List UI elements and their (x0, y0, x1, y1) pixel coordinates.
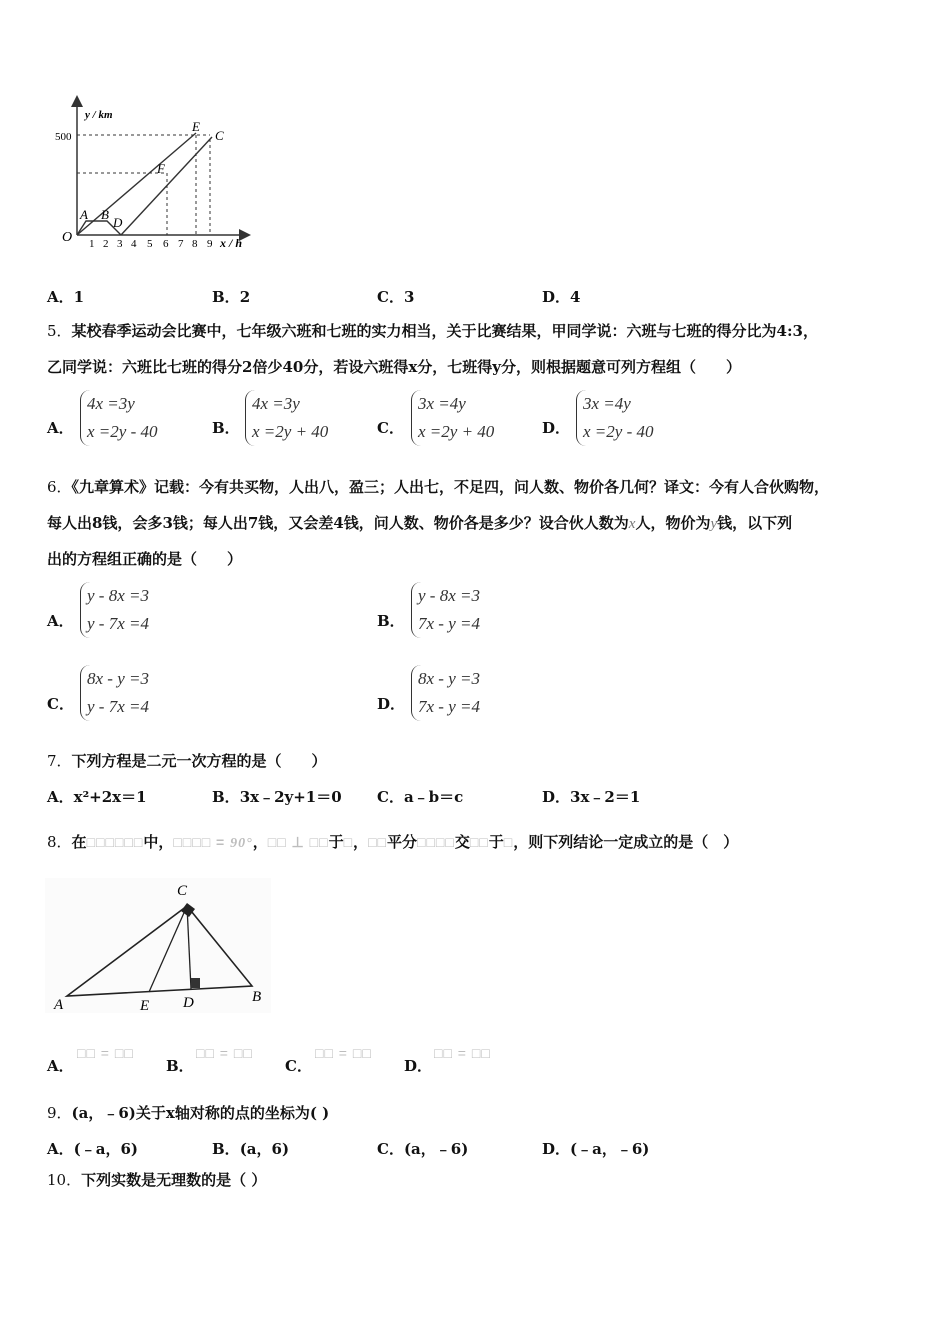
q9-stem (47, 1102, 329, 1124)
math-placeholder: □□ (267, 834, 292, 850)
q7-option-d[interactable] (542, 786, 640, 807)
equation: y - 7x =4 (87, 614, 149, 633)
question-number: 9． (47, 1104, 72, 1122)
q5-option-c-system[interactable] (411, 390, 494, 446)
equation: 4x =3y (87, 394, 135, 413)
x-tick: 5 (147, 238, 153, 250)
option-text: 3x﹣2＝1 (570, 788, 641, 806)
q5-option-c-letter[interactable]: C． (377, 419, 404, 437)
math-placeholder: □□ (469, 834, 489, 850)
equation: 3x =4y (583, 394, 631, 413)
q4-option-b[interactable] (212, 286, 250, 307)
question-text: 中， (143, 833, 174, 851)
point-label-c: C (215, 128, 224, 143)
q6-option-a-letter[interactable]: A． (47, 612, 74, 630)
q6-option-c-system[interactable] (80, 665, 149, 721)
equation: 4x =3y (252, 394, 300, 413)
question-text: 下列方程是二元一次方程的是（ ） (71, 752, 327, 770)
point-label-b: B (101, 207, 109, 222)
option-letter: A． (47, 788, 74, 806)
q8-option-d[interactable] (404, 1055, 432, 1076)
question-number: 6． (47, 478, 72, 496)
option-letter: A． (47, 1140, 74, 1158)
q5-option-a-letter[interactable]: A． (47, 419, 74, 437)
option-letter: C． (377, 1140, 404, 1158)
question-text: 每人出8钱，会多3钱；每人出7钱，又会差4钱，问人数、物价各是多少？设合伙人数为 (47, 514, 629, 532)
y-axis-label: y / km (85, 109, 113, 121)
q9-option-b[interactable] (212, 1138, 289, 1159)
q5-option-b-system[interactable] (245, 390, 328, 446)
x-tick: 2 (103, 238, 109, 250)
q7-stem (47, 750, 327, 772)
variable-x: x (628, 516, 636, 532)
option-text: 4 (570, 288, 581, 306)
equation: 8x - y =3 (87, 669, 149, 688)
point-label-d: D (113, 215, 123, 230)
question-text: ， (353, 833, 369, 851)
q9-option-a[interactable] (47, 1138, 138, 1159)
q6-option-b-letter[interactable]: B． (377, 612, 405, 630)
q7-option-c[interactable] (377, 786, 463, 807)
equation: x =2y - 40 (87, 422, 158, 441)
question-text: 下列实数是无理数的是（ ） (81, 1171, 267, 1189)
equation: x =2y + 40 (418, 422, 495, 441)
question-text: ，则下列结论一定成立的是（ ） (513, 833, 739, 851)
q8-option-b[interactable] (166, 1055, 194, 1076)
q5-option-d-system[interactable] (576, 390, 653, 446)
triangle-figure (45, 878, 271, 1013)
q6-option-a-system[interactable] (80, 582, 149, 638)
q7-option-b[interactable] (212, 786, 342, 807)
option-text: 2 (239, 288, 251, 306)
option-text: (﹣a，6) (73, 1140, 138, 1158)
y-tick-500: 500 (55, 131, 72, 143)
equation: x =2y + 40 (252, 422, 329, 441)
option-text: (a，6) (239, 1140, 290, 1158)
equation: 3x =4y (418, 394, 466, 413)
point-label-f: F (157, 161, 165, 176)
option-letter: D． (542, 288, 571, 306)
perpendicular-symbol: ⊥ (291, 834, 305, 850)
question-number: 5． (47, 322, 72, 340)
option-letter: B． (212, 788, 240, 806)
q6-stem-line2 (47, 512, 792, 535)
x-tick: 9 (207, 238, 213, 250)
x-tick-labels (89, 238, 213, 250)
q5-stem-line1 (47, 320, 818, 342)
x-tick: 1 (89, 238, 95, 250)
option-letter: C． (377, 288, 404, 306)
option-text: 1 (73, 288, 85, 306)
equation: 7x - y =4 (418, 614, 480, 633)
question-number: 10． (47, 1171, 82, 1189)
q8-option-b-formula: □□ = □□ (196, 1045, 253, 1061)
x-tick: 8 (192, 238, 198, 250)
question-text: (a，﹣6)关于x轴对称的点的坐标为( ) (71, 1104, 330, 1122)
x-tick: 4 (131, 238, 137, 250)
x-tick: 6 (163, 238, 169, 250)
question-number: 8． (47, 833, 72, 851)
question-text: 钱，以下列 (717, 514, 793, 532)
option-letter: B． (166, 1057, 194, 1075)
q8-option-a[interactable] (47, 1055, 74, 1076)
equation: y - 7x =4 (87, 697, 149, 716)
q8-option-a-formula: □□ = □□ (77, 1045, 134, 1061)
q5-option-a-system[interactable] (80, 390, 157, 446)
q8-option-c[interactable] (285, 1055, 312, 1076)
question-text: 于 (488, 833, 504, 851)
question-text: 在 (71, 833, 87, 851)
q7-option-a[interactable] (47, 786, 147, 807)
question-text: ， (252, 833, 268, 851)
option-letter: A． (47, 288, 74, 306)
q9-option-c[interactable] (377, 1138, 468, 1159)
q6-option-c-letter[interactable]: C． (47, 695, 74, 713)
q6-option-d-letter[interactable]: D． (377, 695, 406, 713)
q5-stem-line2: 乙同学说：六班比七班的得分2倍少40分，若设六班得x分，七班得y分，则根据题意可列方程组（ ） (47, 358, 741, 376)
q6-option-b-system[interactable] (411, 582, 480, 638)
option-letter: D． (542, 788, 571, 806)
point-label-e: E (140, 998, 150, 1013)
vertex-label-b: B (252, 989, 262, 1005)
question-text: 于 (328, 833, 344, 851)
option-text: x²+2x＝1 (73, 788, 147, 806)
question-text: 平分 (386, 833, 417, 851)
origin-label: O (62, 230, 73, 245)
q4-option-a[interactable] (47, 286, 84, 307)
q6-stem-line3: 出的方程组正确的是（ ） (47, 550, 243, 568)
option-letter: C． (285, 1057, 312, 1075)
math-placeholder: □ (343, 834, 354, 850)
option-letter: B． (212, 1140, 240, 1158)
x-tick: 7 (178, 238, 184, 250)
option-text: a﹣b＝c (403, 788, 464, 806)
question-text: 人，物价为 (635, 514, 711, 532)
point-label-a: A (80, 207, 88, 222)
q10-stem (47, 1169, 266, 1191)
math-placeholder: □ (503, 834, 514, 850)
math-placeholder: □□□□ = (173, 834, 231, 850)
q6-option-d-system[interactable] (411, 665, 480, 721)
option-letter: D． (404, 1057, 433, 1075)
math-placeholder: □□□□ (417, 834, 455, 850)
option-letter: A． (47, 1057, 74, 1075)
equation: 8x - y =3 (418, 669, 480, 688)
angle-value: 90° (230, 836, 253, 851)
option-letter: B． (212, 288, 240, 306)
equation: y - 8x =3 (87, 586, 149, 605)
question-text: 交 (454, 833, 470, 851)
point-label-d: D (183, 995, 194, 1011)
q8-stem (47, 831, 738, 855)
equation: y - 8x =3 (418, 586, 480, 605)
option-text: (a，﹣6) (403, 1140, 469, 1158)
equation: 7x - y =4 (418, 697, 480, 716)
vertex-label-a: A (54, 997, 64, 1013)
math-placeholder: □□ (368, 834, 387, 850)
q5-option-b-letter[interactable]: B． (212, 419, 240, 437)
point-label-e: E (192, 119, 200, 134)
option-letter: C． (377, 788, 404, 806)
equation: x =2y - 40 (583, 422, 654, 441)
vertex-label-c: C (177, 883, 188, 899)
option-text: 3 (403, 288, 415, 306)
variable-y: y (710, 516, 718, 532)
q8-option-c-formula: □□ = □□ (315, 1045, 372, 1061)
option-text: 3x﹣2y+1＝0 (239, 788, 342, 806)
q9-option-d[interactable] (542, 1138, 649, 1159)
math-placeholder: □□ (304, 834, 329, 850)
question-text: 某校春季运动会比赛中，七年级六班和七班的实力相当，关于比赛结果，甲同学说：六班与七班的得分比为4:3， (71, 322, 818, 340)
option-text: (﹣a，﹣6) (570, 1140, 650, 1158)
q5-option-d-letter[interactable]: D． (542, 419, 571, 437)
distance-time-graph (55, 95, 255, 255)
question-text: 《九章算术》记载：今有共买物，人出八，盈三；人出七，不足四，问人数、物价各几何？译文：今有人合伙购物， (71, 478, 830, 496)
q4-option-c[interactable] (377, 286, 414, 307)
x-tick: 3 (117, 238, 123, 250)
x-axis-label: x / h (220, 236, 243, 250)
q4-option-d[interactable] (542, 286, 580, 307)
math-placeholder: □□□□□□ (86, 834, 144, 850)
option-letter: D． (542, 1140, 571, 1158)
question-number: 7． (47, 752, 72, 770)
q8-option-d-formula: □□ = □□ (434, 1045, 491, 1061)
q6-stem-line1 (47, 476, 829, 498)
